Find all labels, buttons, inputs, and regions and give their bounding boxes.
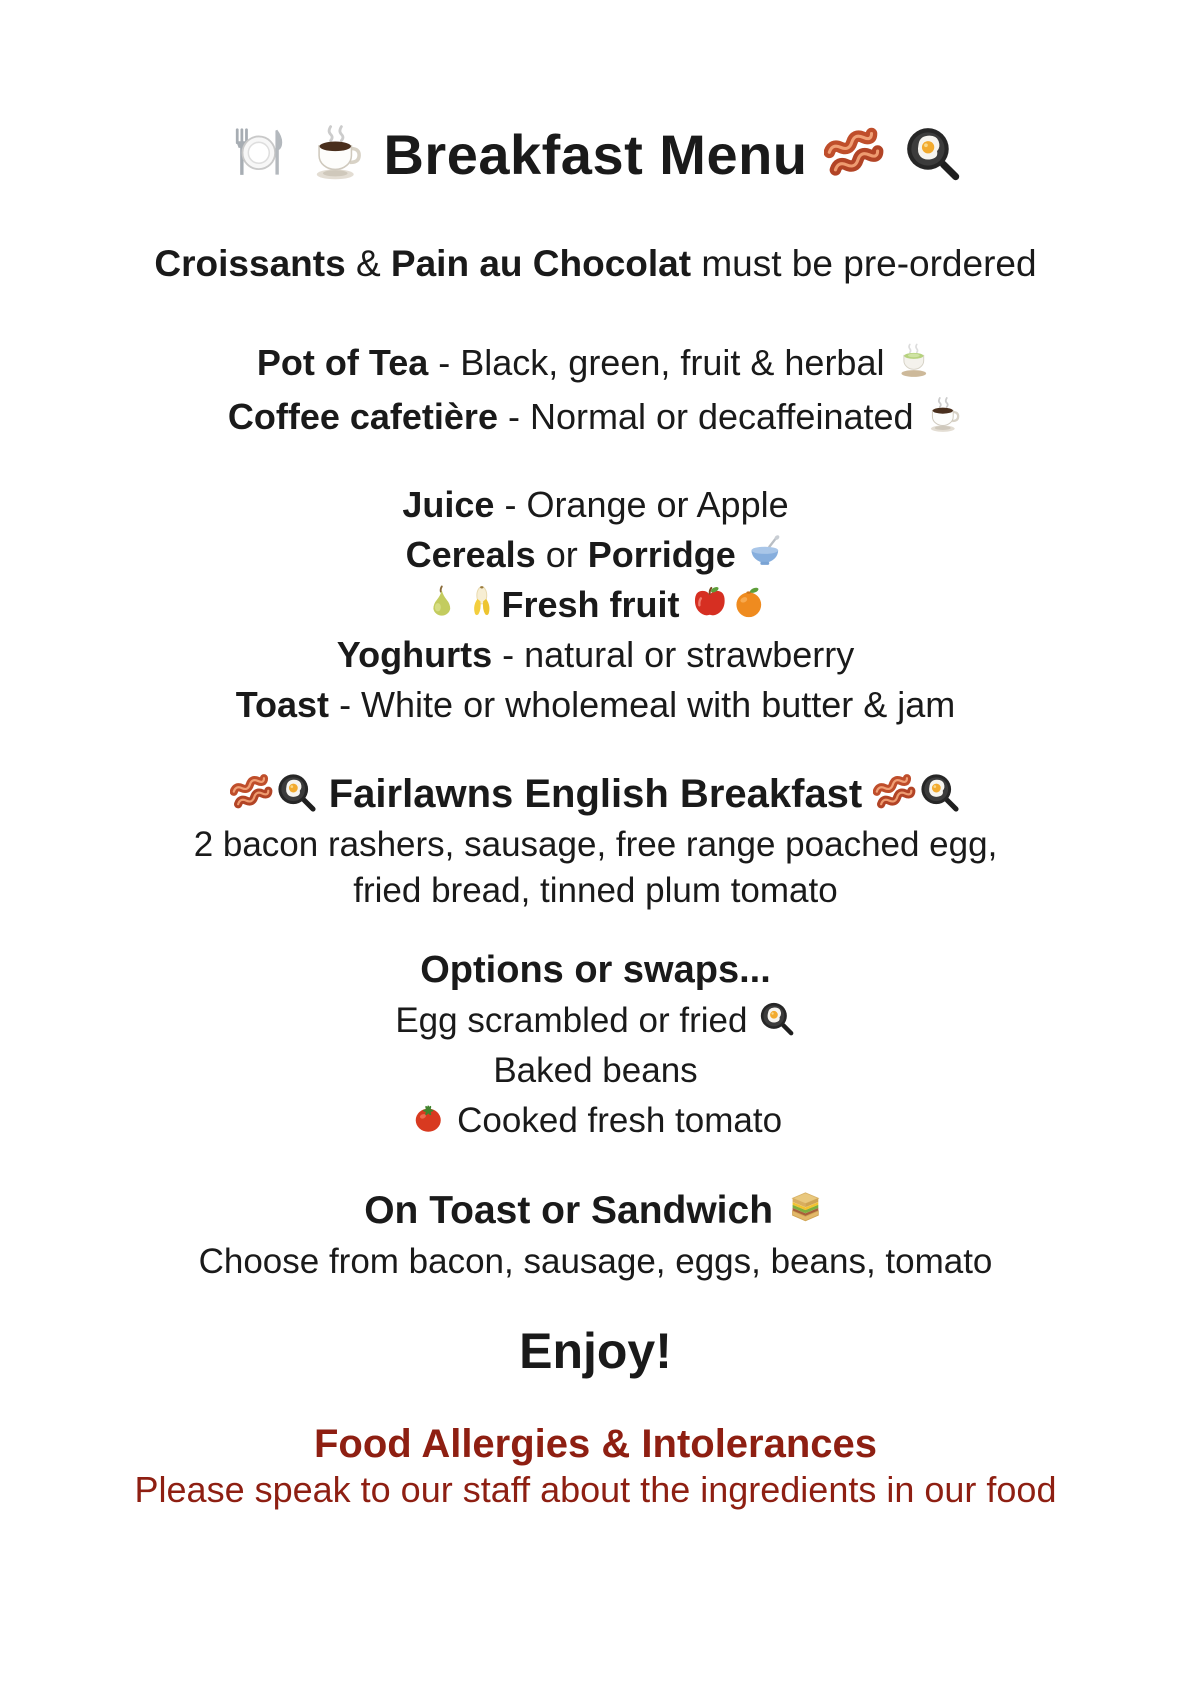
tea-name: Pot of Tea	[256, 341, 429, 383]
bacon-icon	[824, 122, 886, 184]
toast-sandwich-section	[0, 1184, 1191, 1286]
pear-icon	[422, 583, 462, 623]
preorder-joiner: &	[355, 242, 381, 284]
bacon-icon	[230, 770, 274, 814]
juice-desc: - Orange or Apple	[504, 483, 789, 525]
allergy-section	[0, 1420, 1191, 1512]
menu-item-coffee	[0, 390, 1191, 444]
closing-message: Enjoy!	[519, 1322, 672, 1379]
light-breakfast-section	[0, 480, 1191, 730]
coffee-desc: - Normal or decaffeinated	[507, 395, 914, 437]
english-breakfast-heading-text: Fairlawns English Breakfast	[328, 771, 863, 816]
fried-egg-pan-icon	[901, 122, 963, 184]
options-section	[0, 944, 1191, 1146]
menu-item-cereals	[0, 530, 1191, 580]
red-apple-icon	[690, 583, 730, 623]
coffee-name: Coffee cafetière	[227, 395, 498, 437]
cereals-joiner: or	[545, 533, 578, 575]
porridge-name: Porridge	[587, 533, 736, 575]
option-egg	[0, 996, 1191, 1046]
yoghurts-desc: - natural or strawberry	[502, 633, 855, 675]
fried-egg-pan-icon	[757, 999, 796, 1038]
allergy-note: Please speak to our staff about the ingredients in our food	[134, 1468, 1057, 1510]
bowl-with-spoon-icon	[746, 533, 786, 573]
option-baked-beans: Baked beans	[493, 1050, 698, 1090]
toast-sandwich-heading	[0, 1184, 1191, 1238]
option-cooked-tomato-text: Cooked fresh tomato	[457, 1100, 783, 1140]
fried-egg-pan-icon	[917, 770, 961, 814]
juice-name: Juice	[402, 483, 495, 525]
toast-sandwich-desc: Choose from bacon, sausage, eggs, beans, tomato	[198, 1241, 993, 1281]
drinks-section	[0, 336, 1191, 444]
english-breakfast-desc-line2: fried bread, tinned plum tomato	[353, 870, 838, 910]
plate-fork-knife-icon	[228, 122, 290, 184]
bacon-icon	[873, 770, 917, 814]
menu-item-tea	[0, 336, 1191, 390]
menu-item-fresh-fruit	[0, 580, 1191, 630]
yoghurts-name: Yoghurts	[336, 633, 493, 675]
fried-egg-pan-icon	[274, 770, 318, 814]
option-cooked-tomato	[0, 1096, 1191, 1146]
page-title	[0, 122, 1191, 188]
fresh-fruit-name: Fresh fruit	[501, 583, 680, 625]
sandwich-icon	[784, 1187, 827, 1230]
green-tea-icon	[894, 341, 934, 381]
preorder-item-pain-au-chocolat: Pain au Chocolat	[390, 242, 692, 284]
allergy-heading: Food Allergies & Intolerances	[313, 1421, 878, 1466]
preorder-note	[0, 240, 1191, 288]
cereals-name: Cereals	[405, 533, 536, 575]
english-breakfast-heading	[0, 766, 1191, 822]
english-breakfast-desc-line1: 2 bacon rashers, sausage, free range poached egg,	[193, 824, 998, 864]
tea-desc: - Black, green, fruit & herbal	[438, 341, 885, 383]
hot-beverage-icon	[306, 122, 368, 184]
page-title-text: Breakfast Menu	[383, 122, 808, 186]
banana-icon	[462, 583, 502, 623]
tangerine-icon	[729, 583, 769, 623]
toast-desc: - White or wholemeal with butter & jam	[339, 683, 956, 725]
english-breakfast-section	[0, 766, 1191, 914]
preorder-item-croissants: Croissants	[154, 242, 346, 284]
options-heading: Options or swaps...	[420, 948, 771, 991]
tomato-icon	[409, 1099, 448, 1138]
menu-item-juice	[0, 480, 1191, 530]
option-egg-text: Egg scrambled or fried	[395, 1000, 748, 1040]
hot-beverage-icon	[924, 395, 964, 435]
menu-item-toast	[0, 680, 1191, 730]
preorder-note-text: must be pre-ordered	[701, 242, 1037, 284]
toast-name: Toast	[235, 683, 330, 725]
toast-sandwich-heading-text: On Toast or Sandwich	[364, 1188, 774, 1232]
menu-item-yoghurts	[0, 630, 1191, 680]
